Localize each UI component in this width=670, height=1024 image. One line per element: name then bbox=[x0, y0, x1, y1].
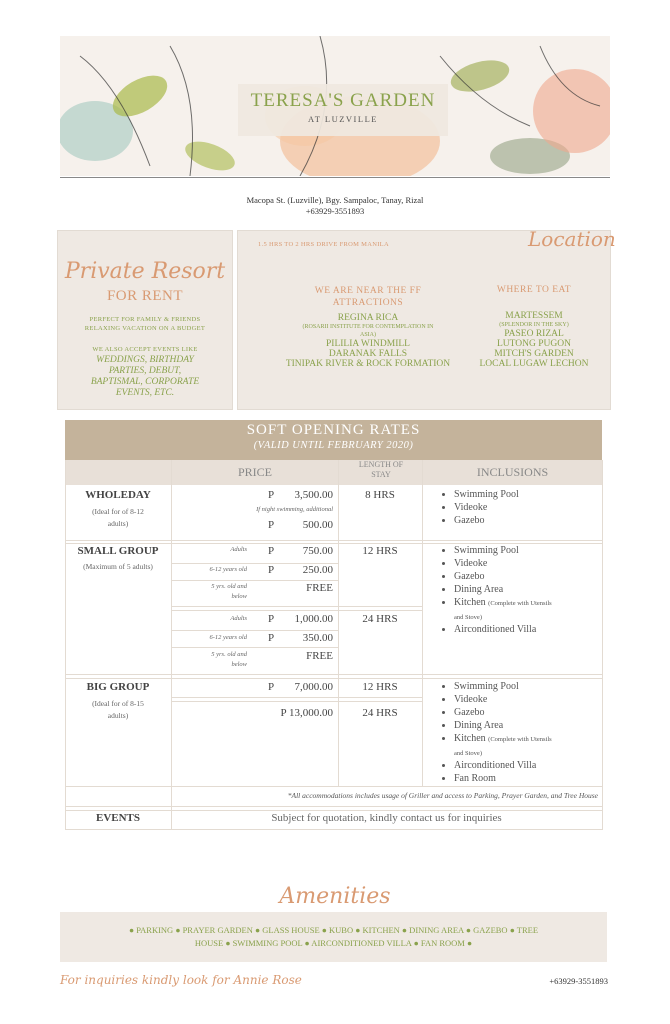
event-line-2: PARTIES, DEBUT, bbox=[108, 366, 182, 376]
small-group-inclusions bbox=[440, 544, 600, 636]
title-box bbox=[238, 84, 448, 136]
amenities-line-1: ● PARKING ● PRAYER GARDEN ● GLASS HOUSE ● KUBO ● KITCHEN ● DINING AREA ● GAZEBO ● TREE bbox=[128, 925, 539, 935]
inclusion-item: • Swimming Pool bbox=[454, 680, 600, 693]
amenities-script: Amenities bbox=[279, 884, 391, 909]
col-length bbox=[339, 460, 423, 480]
location-panel bbox=[237, 227, 616, 410]
bg-price-24hrs: P 13,000.00 bbox=[280, 707, 333, 719]
attraction-daranak: DARANAK FALLS bbox=[328, 349, 408, 359]
sg-b-label-kids: 6-12 years old bbox=[209, 634, 247, 641]
eat-martessem-note: (SPLENDOR IN THE SKY) bbox=[499, 322, 569, 328]
kitchen-label: Kitchen bbox=[454, 597, 486, 608]
amenities-line-2: HOUSE ● SWIMMING POOL ● AIRCONDITIONED VILLA ● FAN ROOM ● bbox=[194, 938, 473, 948]
attraction-regina-rica: REGINA RICA bbox=[337, 313, 399, 323]
rates-validity: (VALID UNTIL FEBRUARY 2020) bbox=[253, 440, 414, 451]
inclusion-item: • Airconditioned Villa bbox=[454, 623, 600, 636]
wholeday-inclusions bbox=[440, 488, 519, 527]
attractions-list bbox=[238, 313, 498, 369]
inclusion-item: • Swimming Pool bbox=[454, 544, 600, 557]
kitchen-note-2: and Stove) bbox=[454, 614, 482, 621]
sg-a-cur-kids: P bbox=[268, 564, 275, 576]
amenities-box bbox=[60, 912, 607, 962]
inclusion-item: • Videoke bbox=[454, 693, 600, 706]
kitchen-note: (Complete with Utensils bbox=[488, 600, 552, 607]
sg-b-label-adults: Adults bbox=[230, 615, 247, 622]
drive-time: 1.5 HRS TO 2 HRS DRIVE FROM MANILA bbox=[258, 241, 389, 248]
perfect-for-text bbox=[58, 315, 232, 333]
perfect-line-2: RELAXING VACATION ON A BUDGET bbox=[84, 325, 206, 332]
night-swimming-price: 500.00 bbox=[302, 519, 333, 531]
col-length-line-2: STAY bbox=[371, 470, 391, 479]
kitchen-note: (Complete with Utensils bbox=[488, 736, 552, 743]
where-to-eat-list bbox=[468, 311, 600, 369]
site-subtitle: AT LUZVILLE bbox=[308, 114, 378, 124]
sg-a-label-toddlers bbox=[175, 582, 247, 602]
accommodations-footnote: *All accommodations includes usage of Griller and access to Parking, Prayer Garden, and Tree House bbox=[287, 791, 598, 800]
bg-length-1: 12 HRS bbox=[362, 681, 398, 693]
inclusion-item: • Gazebo bbox=[454, 570, 600, 583]
sg-b-label-toddlers bbox=[175, 650, 247, 670]
event-line-1: WEDDINGS, BIRTHDAY bbox=[96, 355, 194, 365]
big-group-note-1: (Ideal for of 8-15 bbox=[92, 699, 144, 708]
location-script: Location bbox=[528, 227, 616, 251]
sg-b-length: 24 HRS bbox=[362, 613, 398, 625]
sg-a-price-adults: 750.00 bbox=[302, 545, 333, 557]
attractions-title bbox=[238, 285, 498, 309]
sg-a-length: 12 HRS bbox=[362, 545, 398, 557]
sg-a-label-adults: Adults bbox=[230, 546, 247, 553]
inclusion-item: • Fan Room bbox=[454, 772, 600, 785]
sg-a-price-toddlers: FREE bbox=[306, 582, 333, 594]
kitchen-label: Kitchen bbox=[454, 733, 486, 744]
sg-b-price-kids: 350.00 bbox=[302, 632, 333, 644]
wholeday-currency-2: P bbox=[268, 519, 275, 531]
wholeday-length: 8 HRS bbox=[365, 489, 395, 501]
sg-a-price-kids: 250.00 bbox=[302, 564, 333, 576]
wholeday-note-2: adults) bbox=[107, 519, 129, 528]
wholeday-label: WHOLEDAY bbox=[85, 489, 151, 501]
sg-b-toddler-line-1: 5 yrs. old and bbox=[211, 651, 247, 658]
eat-paseo-rizal: PASEO RIZAL bbox=[504, 329, 564, 339]
kitchen-note-2: and Stove) bbox=[454, 750, 482, 757]
eat-lugaw-lechon: LOCAL LUGAW LECHON bbox=[479, 359, 589, 369]
inquiries-contact: For inquiries kindly look for Annie Rose bbox=[60, 973, 302, 987]
sg-a-label-kids: 6-12 years old bbox=[209, 566, 247, 573]
address: Macopa St. (Luzville), Bgy. Sampaloc, Tanay, Rizal bbox=[246, 195, 424, 205]
where-to-eat-title: WHERE TO EAT bbox=[496, 285, 572, 295]
wholeday-price: 3,500.00 bbox=[294, 489, 333, 501]
inclusion-item: • Gazebo bbox=[454, 706, 600, 719]
attraction-windmill: PILILIA WINDMILL bbox=[326, 339, 410, 349]
event-line-3: BAPTISMAL, CORPORATE bbox=[90, 377, 200, 387]
col-inclusions: INCLUSIONS bbox=[476, 465, 549, 479]
big-group-inclusions bbox=[440, 680, 600, 785]
small-group-label: SMALL GROUP bbox=[77, 545, 159, 557]
eat-lutong-pugon: LUTONG PUGON bbox=[497, 339, 571, 349]
perfect-line-1: PERFECT FOR FAMILY & FRIENDS bbox=[89, 316, 201, 323]
private-resort-script: Private Resort bbox=[64, 259, 226, 284]
eat-mitchs-garden: MITCH'S GARDEN bbox=[494, 349, 574, 359]
header-banner bbox=[60, 36, 610, 176]
inclusion-item-kitchen bbox=[454, 732, 600, 759]
col-length-line-1: LENGTH OF bbox=[358, 460, 404, 469]
event-line-4: EVENTS, ETC. bbox=[115, 388, 175, 398]
bg-cur-1: P bbox=[268, 681, 275, 693]
col-price: PRICE bbox=[237, 465, 272, 479]
inclusion-item: • Airconditioned Villa bbox=[454, 759, 600, 772]
site-title: TERESA'S GARDEN bbox=[250, 90, 436, 111]
events-label: EVENTS bbox=[95, 812, 141, 824]
small-group-note: (Maximum of 5 adults) bbox=[83, 562, 153, 571]
footer-phone: +63929-3551893 bbox=[549, 976, 608, 986]
phone: +63929-3551893 bbox=[305, 206, 365, 216]
inclusion-item-kitchen bbox=[454, 596, 600, 623]
inclusion-item: • Dining Area bbox=[454, 583, 600, 596]
bg-price-12hrs: 7,000.00 bbox=[294, 681, 333, 693]
inclusion-item: • Videoke bbox=[454, 557, 600, 570]
events-text: Subject for quotation, kindly contact us for inquiries bbox=[271, 812, 502, 824]
attractions-title-line-1: WE ARE NEAR THE FF bbox=[314, 286, 422, 296]
attraction-regina-note: (ROSARII INSTITUTE FOR CONTEMPLATION IN bbox=[302, 324, 434, 330]
sg-b-price-toddlers: FREE bbox=[306, 650, 333, 662]
attraction-regina-note-2: ASIA) bbox=[360, 332, 376, 338]
rates-title: SOFT OPENING RATES bbox=[246, 422, 421, 438]
attractions-title-line-2: ATTRACTIONS bbox=[332, 298, 404, 308]
sg-b-cur-kids: P bbox=[268, 632, 275, 644]
for-rent-heading: FOR RENT bbox=[106, 288, 184, 304]
sg-a-cur-adults: P bbox=[268, 545, 275, 557]
accept-events-line: WE ALSO ACCEPT EVENTS LIKE bbox=[92, 346, 198, 353]
sg-a-toddler-line-2: below bbox=[231, 593, 247, 600]
inclusion-item: • Dining Area bbox=[454, 719, 600, 732]
banner-divider bbox=[60, 177, 610, 178]
rates-column-header bbox=[65, 460, 602, 485]
bg-length-2: 24 HRS bbox=[362, 707, 398, 719]
sg-b-cur-adults: P bbox=[268, 613, 275, 625]
rates-header bbox=[65, 420, 602, 460]
sg-b-price-adults: 1,000.00 bbox=[294, 613, 333, 625]
inclusion-item: • Gazebo bbox=[454, 514, 519, 527]
inclusion-item: • Videoke bbox=[454, 501, 519, 514]
private-resort-panel bbox=[57, 230, 233, 410]
big-group-note-2: adults) bbox=[107, 711, 129, 720]
sg-a-toddler-line-1: 5 yrs. old and bbox=[211, 583, 247, 590]
inclusion-item: • Swimming Pool bbox=[454, 488, 519, 501]
wholeday-currency-1: P bbox=[268, 489, 275, 501]
night-swimming-note: If night swimming, additional bbox=[256, 506, 333, 513]
eat-martessem: MARTESSEM bbox=[505, 311, 563, 321]
big-group-note bbox=[65, 698, 171, 722]
wholeday-note-1: (Ideal for of 8-12 bbox=[92, 507, 144, 516]
wholeday-note bbox=[65, 506, 171, 530]
big-group-label: BIG GROUP bbox=[86, 681, 150, 693]
events-list bbox=[58, 355, 232, 399]
sg-b-toddler-line-2: below bbox=[231, 661, 247, 668]
attraction-tinipak: TINIPAK RIVER & ROCK FORMATION bbox=[285, 359, 451, 369]
